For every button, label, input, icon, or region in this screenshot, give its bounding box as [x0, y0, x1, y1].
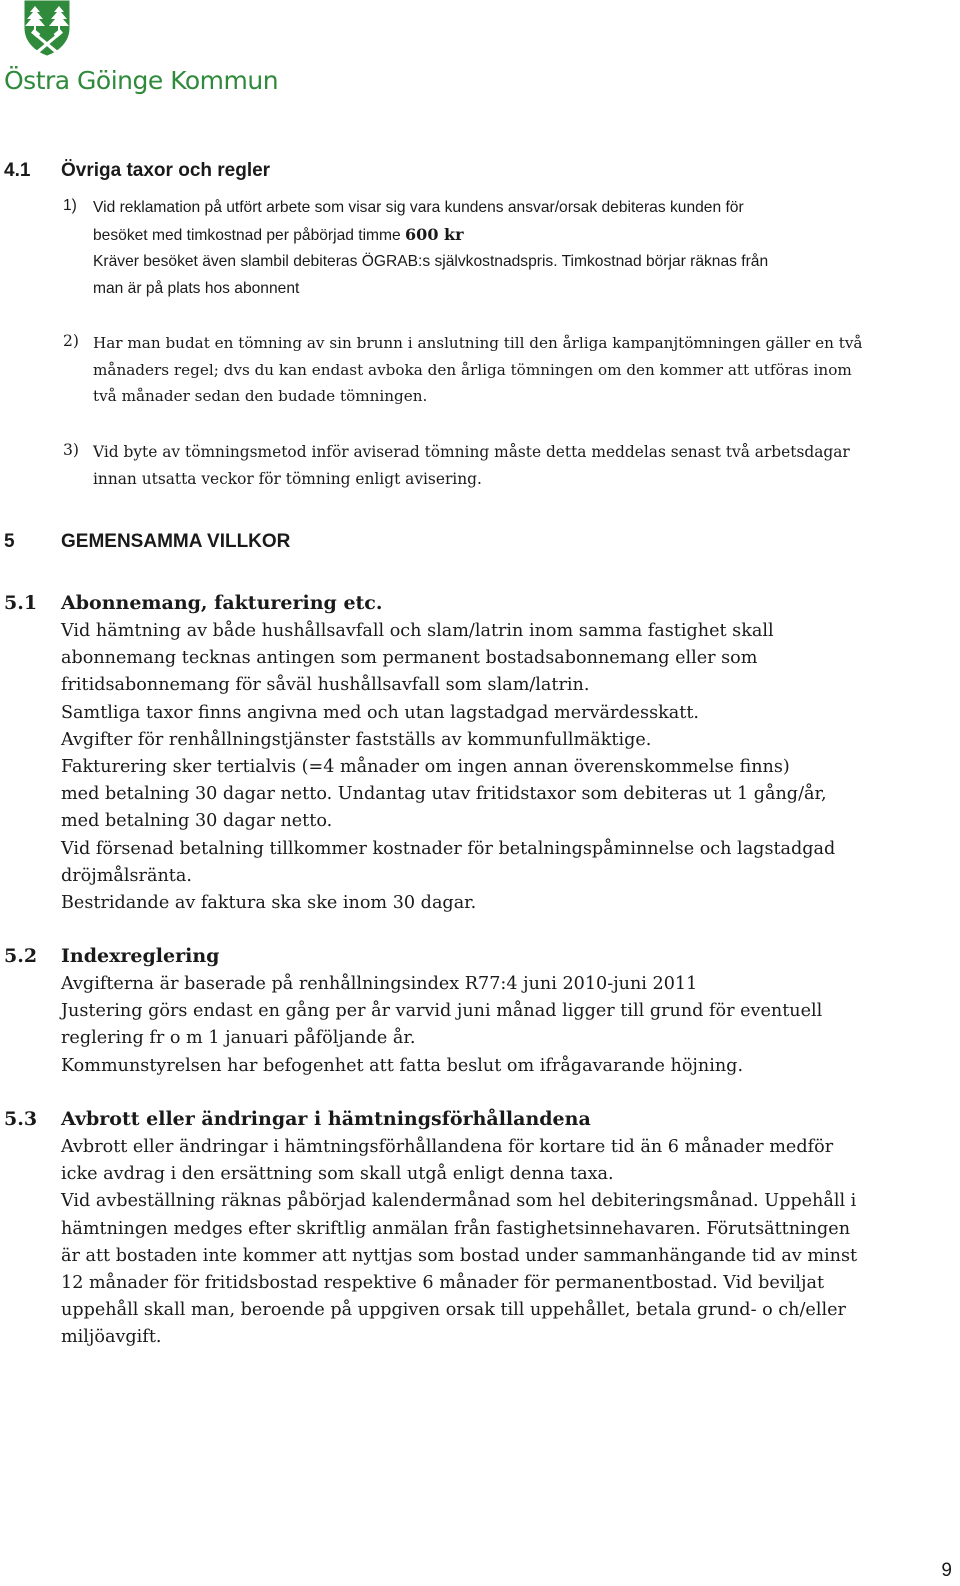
- section-5-1-line: dröjmålsränta.: [61, 865, 192, 886]
- item-2-number: 2): [63, 332, 80, 350]
- section-5-1-title: Abonnemang, fakturering etc.: [61, 592, 383, 614]
- section-5-3-line: uppehåll skall man, beroende på uppgiven orsak till uppehållet, betala grund- o ch/eller: [61, 1300, 846, 1321]
- section-5-number: 5: [4, 531, 15, 552]
- item-1-line-4: man är på plats hos abonnent: [93, 279, 300, 297]
- section-5-3-line: är att bostaden inte kommer att nyttjas som bostad under sammanhängande tid av minst: [61, 1245, 858, 1266]
- section-5-2-line: Avgifterna är baserade på renhållningsindex R77:4 juni 2010-juni 2011: [61, 974, 698, 994]
- item-1-price: 600 kr: [405, 224, 464, 244]
- section-5-title: GEMENSAMMA VILLKOR: [61, 531, 291, 552]
- page-number: 9: [941, 1560, 952, 1581]
- section-5-2-line: Kommunstyrelsen har befogenhet att fatta beslut om ifrågavarande höjning.: [61, 1055, 744, 1076]
- section-5-2-line: Justering görs endast en gång per år varvid juni månad ligger till grund för eventuell: [61, 1001, 823, 1022]
- item-2-text: [93, 330, 862, 410]
- item-1-text: [93, 195, 768, 302]
- section-5-1-line: med betalning 30 dagar netto.: [61, 811, 333, 832]
- item-1-line-2-text: besöket med timkostnad per påbörjad timme: [93, 226, 401, 244]
- section-4-1-title: Övriga taxor och regler: [61, 160, 271, 181]
- section-5-1-line: Samtliga taxor finns angivna med och utan lagstadgad mervärdesskatt.: [61, 702, 699, 723]
- section-5-1-line: Bestridande av faktura ska ske inom 30 dagar.: [61, 893, 477, 914]
- section-4-1-number: 4.1: [4, 160, 31, 181]
- section-5-1-number: 5.1: [4, 592, 38, 614]
- section-5-3-number: 5.3: [4, 1108, 38, 1130]
- section-5-1-line: med betalning 30 dagar netto. Undantag utav fritidstaxor som debiteras ut 1 gång/år,: [61, 784, 827, 805]
- municipality-logo: [4, 0, 279, 100]
- section-5-2-number: 5.2: [4, 945, 38, 967]
- section-5-1-line: abonnemang tecknas antingen som permanent bostadsabonnemang eller som: [61, 648, 758, 669]
- coat-of-arms-icon: [24, 0, 70, 56]
- item-2-line-2: månaders regel; dvs du kan endast avboka den årliga tömningen om den kommer att utföras inom: [93, 360, 852, 379]
- item-1-line-3: Kräver besöket även slambil debiteras ÖGRAB:s självkostnadspris. Timkostnad börjar räknas från: [93, 253, 769, 270]
- section-5-3-title: Avbrott eller ändringar i hämtningsförhållandena: [61, 1108, 591, 1130]
- section-5-3-line: 12 månader för fritidsbostad respektive 6 månader för permanentbostad. Vid beviljat: [61, 1273, 825, 1294]
- section-5-1-line: Avgifter för renhållningstjänster fastställs av kommunfullmäktige.: [61, 729, 652, 750]
- item-3-line-2: innan utsatta veckor för tömning enligt avisering.: [93, 469, 482, 488]
- item-3-number: 3): [63, 441, 80, 459]
- item-2-line-3: två månader sedan den budade tömningen.: [93, 387, 428, 405]
- section-5-1-line: fritidsabonnemang för såväl hushållsavfall som slam/latrin.: [61, 675, 590, 696]
- item-1-number: 1): [63, 197, 77, 214]
- section-5-3-line: icke avdrag i den ersättning som skall utgå enligt denna taxa.: [61, 1164, 614, 1185]
- section-5-1-line: Vid försenad betalning tillkommer kostnader för betalningspåminnelse och lagstadgad: [61, 838, 836, 859]
- section-5-2-body: [61, 971, 822, 1080]
- item-1-line-2: [93, 222, 768, 250]
- section-5-2-title: Indexreglering: [61, 945, 220, 967]
- item-2-line-1: Har man budat en tömning av sin brunn i anslutning till den årliga kampanjtömningen gäller en två: [93, 334, 863, 352]
- section-5-3-line: hämtningen medges efter skriftlig anmälan från fastighetsinnehavaren. Förutsättningen: [61, 1218, 851, 1239]
- section-5-1-line: Fakturering sker tertialvis (=4 månader om ingen annan överenskommelse finns): [61, 757, 790, 778]
- section-5-2-line: reglering fr o m 1 januari påföljande år.: [61, 1028, 416, 1049]
- section-5-3-line: miljöavgift.: [61, 1327, 162, 1348]
- item-3-line-1: Vid byte av tömningsmetod inför aviserad tömning måste detta meddelas senast två arbetsdagar: [93, 443, 850, 461]
- item-3-text: [93, 439, 850, 492]
- org-name-logotype: Östra Göinge Kommun: [4, 66, 279, 95]
- section-5-3-line: Vid avbeställning räknas påbörjad kalendermånad som hel debiteringsmånad. Uppehåll i: [61, 1191, 857, 1212]
- item-1-line-1: Vid reklamation på utfört arbete som visar sig vara kundens ansvar/orsak debiteras kunden för: [93, 199, 744, 216]
- section-5-3-body: [61, 1134, 857, 1352]
- section-5-3-line: Avbrott eller ändringar i hämtningsförhållandena för kortare tid än 6 månader medför: [61, 1137, 834, 1157]
- section-5-1-body: [61, 618, 835, 917]
- section-5-1-line: Vid hämtning av både hushållsavfall och slam/latrin inom samma fastighet skall: [61, 621, 774, 641]
